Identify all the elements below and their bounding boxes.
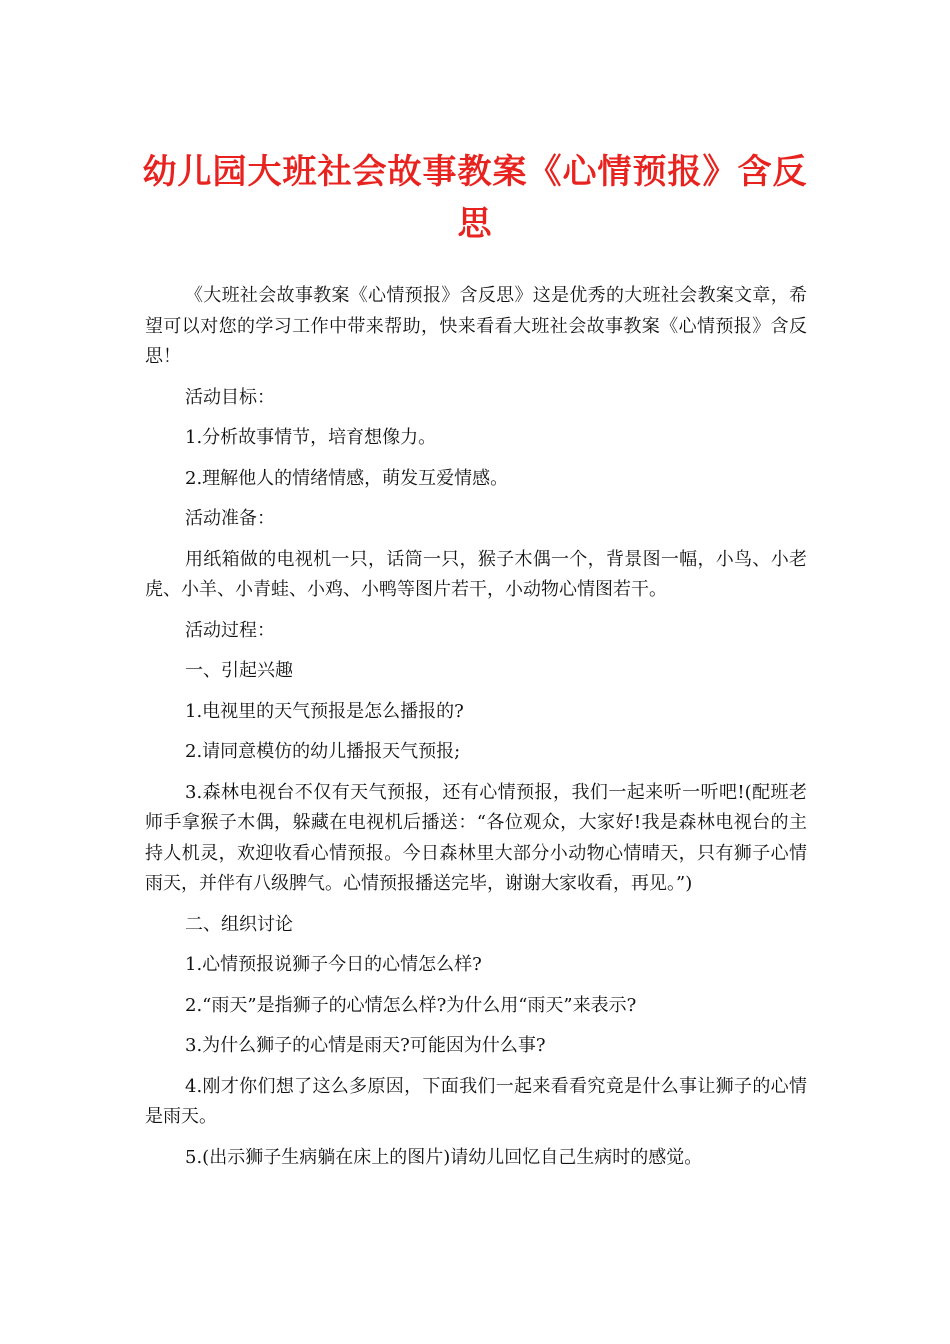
paragraph: 1.电视里的天气预报是怎么播报的? xyxy=(185,700,464,722)
paragraph: 2.理解他人的情绪情感，萌发互爱情感。 xyxy=(185,467,509,489)
document-body xyxy=(145,281,807,1183)
paragraph: 一、引起兴趣 xyxy=(185,660,293,681)
paragraph: 3.为什么狮子的心情是雨天?可能因为什么事? xyxy=(185,1035,546,1056)
paragraph: 二、组织讨论 xyxy=(185,913,293,935)
paragraph: 1.分析故事情节，培育想像力。 xyxy=(185,427,437,448)
paragraph: 活动目标： xyxy=(185,386,275,408)
paragraph: 3.森林电视台不仅有天气预报，还有心情预报，我们一起来听一听吧!(配班老师手拿猴子木偶，躲藏在电视机后播送：“各位观众，大家好!我是森林电视台的主持人机灵，欢迎收看心情预报。今日森林里大部分小动物心情晴天，只有狮子心情雨天，并伴有八级脾气。心情预报播送完毕，谢谢大家收看，再见。”) xyxy=(145,781,807,894)
paragraph: 《大班社会故事教案《心情预报》含反思》这是优秀的大班社会教案文章，希望可以对您的学习工作中带来帮助，快来看看大班社会故事教案《心情预报》含反思！ xyxy=(145,285,807,367)
paragraph: 1.心情预报说狮子今日的心情怎么样? xyxy=(185,954,482,975)
paragraph: 2.“雨天”是指狮子的心情怎么样?为什么用“雨天”来表示? xyxy=(185,994,637,1016)
paragraph: 5.(出示狮子生病躺在床上的图片)请幼儿回忆自己生病时的感觉。 xyxy=(185,1146,703,1168)
paragraph: 2.请同意模仿的幼儿播报天气预报; xyxy=(185,741,461,762)
paragraph: 4.刚才你们想了这么多原因，下面我们一起来看看究竟是什么事让狮子的心情是雨天。 xyxy=(145,1075,807,1127)
document-title: 幼儿园大班社会故事教案《心情预报》含反思 xyxy=(142,152,808,244)
paragraph: 活动过程： xyxy=(185,619,275,641)
paragraph: 活动准备： xyxy=(185,508,275,529)
paragraph: 用纸箱做的电视机一只，话筒一只，猴子木偶一个，背景图一幅，小鸟、小老虎、小羊、小青蛙、小鸡、小鸭等图片若干，小动物心情图若干。 xyxy=(145,548,807,600)
